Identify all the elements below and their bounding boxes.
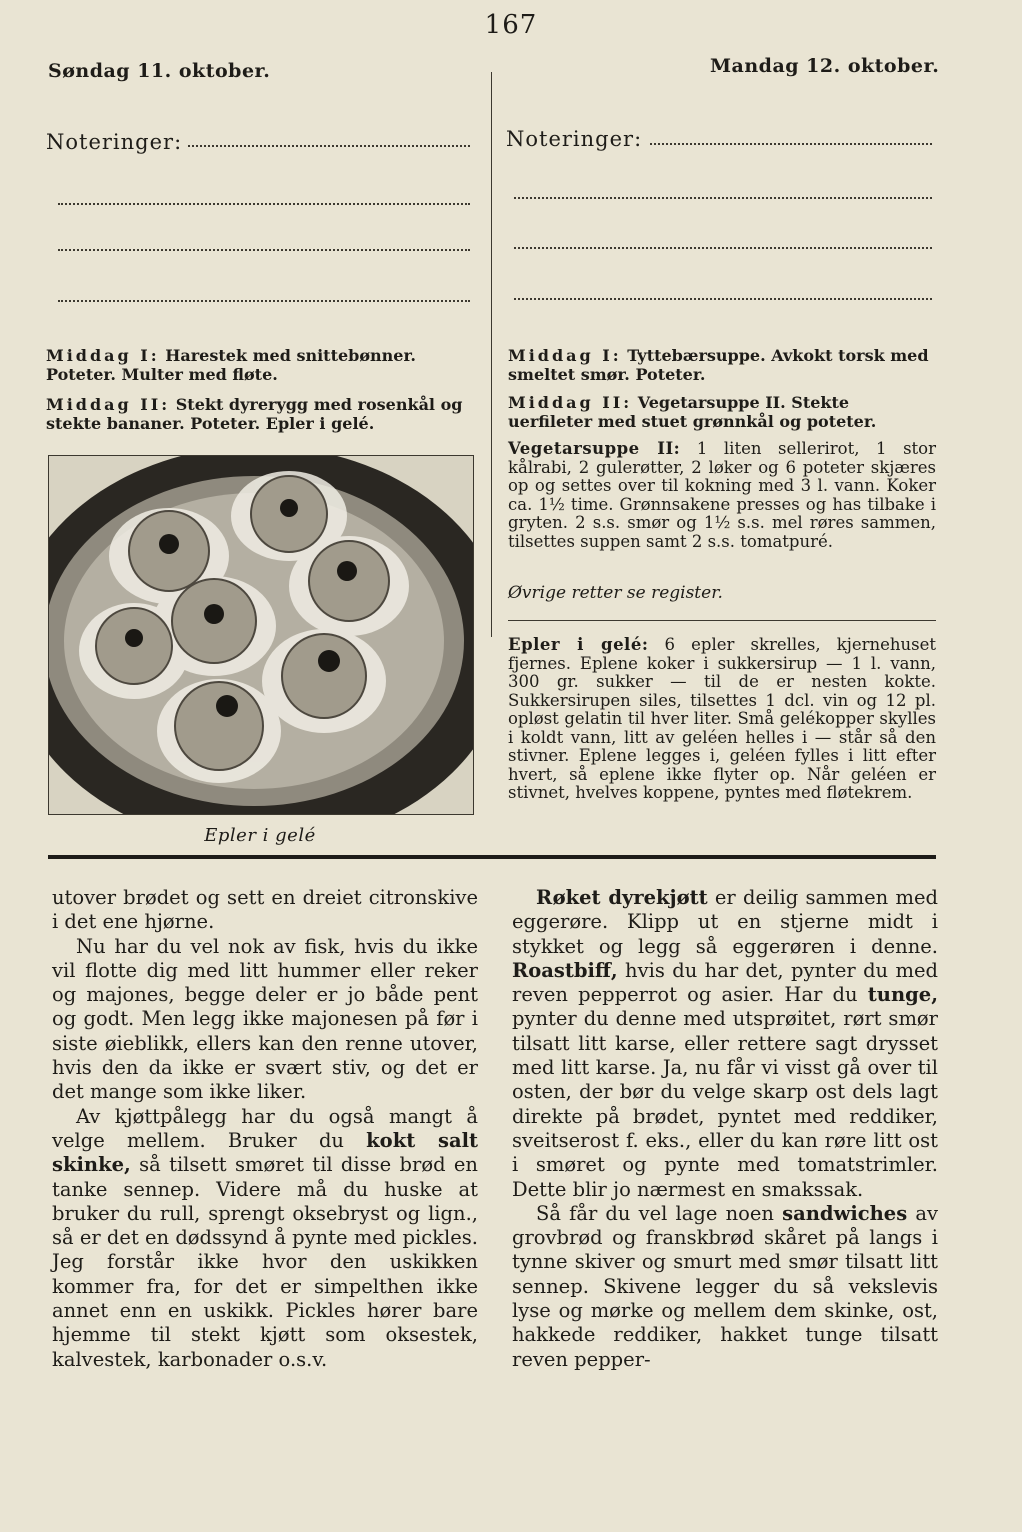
photo-caption: Epler i gelé (204, 825, 316, 846)
right-dinner-2-label: Middag II: (508, 393, 633, 412)
column-divider (491, 72, 492, 637)
photo-illustration (49, 456, 473, 814)
right-dinner-1-text: Tyttebærsuppe. Avkokt torsk med smeltet smør. Poteter. (508, 346, 929, 384)
article-left-paragraph-1: utover brødet og sett en dreiet citronskive i det ene hjørne. (52, 886, 478, 934)
left-dinner-2-label: Middag II: (46, 395, 171, 414)
left-dinner-2 (46, 395, 472, 433)
right-day-heading: Mandag 12. oktober. (710, 55, 940, 77)
article-right-text-3: pynter du denne med utsprøitet, rørt smør tilsatt litt karse, eller rettere sagt drysset med litt karse. Ja, nu får vi visst gå over til osten, der bør du velge skarp ost dels lagt direkte på brødet, pyntet med reddiker, sveitserost f. eks., eller du kan røre litt ost i smøret og pynte med tomatstrimler. Dette blir jo nærmest en smakssak. (512, 1007, 938, 1201)
article-right-text-2: hvis du har det, pynter du med reven pepperrot og asier. Har du (512, 958, 938, 1007)
right-notes-line-1 (650, 143, 932, 145)
apples-jelly-recipe (508, 636, 936, 803)
left-notes-label: Noteringer: (46, 130, 183, 154)
article-right-text-5: av grovbrød og franskbrød skåret på langs i tynne skiver og smurt med smør tilsatt litt sennep. Skivene legger du så vekslevis lyse og mørke og mellem dem skinke, ost, hakkede reddiker, hakket tunge tilsatt reven pepper- (512, 1201, 939, 1371)
right-dinner-1-label: Middag I: (508, 346, 622, 365)
right-dinner-2-text: Vegetarsuppe II. Stekte uerfileter med stuet grønnkål og poteter. (508, 393, 877, 431)
article-right-paragraph-1 (512, 886, 938, 1202)
article-left-paragraph-3-bold: kokt salt skinke, (52, 1128, 478, 1177)
article-right-text-1: er deilig sammen med eggerøre. Klipp ut en stjerne midt i stykket og legg så eggerøren i denne. (512, 886, 938, 958)
left-day-heading: Søndag 11. oktober. (48, 60, 271, 82)
left-dinner-1-label: Middag I: (46, 346, 160, 365)
vegetable-soup-title: Vegetarsuppe II: (508, 439, 681, 458)
left-dinner-1 (46, 346, 472, 384)
article-left-paragraph-3-a: Av kjøttpålegg har du også mangt å velge mellem. Bruker du (52, 1104, 478, 1152)
apples-jelly-title: Epler i gelé: (508, 635, 649, 654)
apples-jelly-text: 6 epler skrelles, kjernehuset fjernes. Eplene koker i sukkersirup — 1 l. vann, 300 gr. sukker — til de er nesten kokte. Sukkersirupen siles, tilsettes 1 dcl. vin og 12 pl. opløst gelatin til hver liter. Små gelékopper skylles i koldt vann, litt av geléen helles i — står så den stivner. Eplene legges i, geléen fylles i litt efter hvert, så eplene ikke flyter op. Når geléen er stivnet, hvelves koppene, pyntes med fløtekrem. (508, 635, 936, 802)
recipe-separator (508, 620, 936, 621)
left-dinner-1-text: Harestek med snittebønner. Poteter. Multer med fløte. (46, 346, 416, 384)
right-dinner-2 (508, 393, 936, 431)
other-dishes-note: Øvrige retter se register. (508, 583, 723, 603)
left-dinner-2-text: Stekt dyrerygg med rosenkål og stekte bananer. Poteter. Epler i gelé. (46, 395, 463, 433)
right-notes-line-4 (514, 298, 932, 300)
right-notes-line-2 (514, 197, 932, 199)
vegetable-soup-recipe (508, 440, 936, 551)
article-right-text-4: Så får du vel lage noen (536, 1201, 774, 1225)
left-notes-line-1 (188, 145, 470, 147)
left-notes-line-2 (58, 203, 470, 205)
left-notes-line-3 (58, 249, 470, 251)
vegetable-soup-text: 1 liten sellerirot, 1 stor kålrabi, 2 gulerøtter, 2 løker og 6 poteter skjæres op og settes over til kokning med 3 l. vann. Koker ca. 1½ time. Grønnsakene presses og has tilbake i gryten. 2 s.s. smør og 1½ s.s. mel røres sammen, tilsettes suppen samt 2 s.s. tomatpuré. (508, 439, 936, 551)
right-notes-line-3 (514, 247, 932, 249)
article-left-paragraph-3-b: så tilsett smøret til disse brød en tanke sennep. Videre må du huske at bruker du rull, sprengt oksebryst og lign., så er det en dødssynd å pynte med pickles. Jeg forstår ikke hvor den uskikken kommer fra, for det er simpelthen ikke annet enn en uskikk. Pickles hører bare hjemme til stekt kjøtt som oksestek, kalvestek, karbonader o.s.v. (52, 1153, 478, 1371)
section-divider (48, 855, 936, 859)
article-left-paragraph-3 (52, 1105, 478, 1372)
right-notes-label: Noteringer: (506, 127, 643, 151)
right-dinner-1 (508, 346, 936, 384)
apples-in-jelly-photo (48, 455, 474, 815)
page-number: 167 (484, 10, 538, 40)
article-right-bold-3: tunge, (867, 983, 938, 1007)
article-right-bold-1: Røket dyrekjøtt (536, 886, 708, 909)
article-left-paragraph-2: Nu har du vel nok av fisk, hvis du ikke vil flotte dig med litt hummer eller reker og majones, begge deler er jo både pent og godt. Men legg ikke majonesen på før i siste øieblikk, ellers kan den renne utover, hvis den da ikke er svært stiv, og det er det mange som ikke liker. (52, 934, 478, 1104)
left-notes-line-4 (58, 300, 470, 302)
article-right-column (512, 886, 938, 1372)
article-right-bold-4: sandwiches (782, 1201, 908, 1225)
article-right-paragraph-2 (512, 1202, 938, 1372)
article-left-column (52, 886, 478, 1372)
article-right-bold-2: Roastbiff, (512, 958, 618, 982)
